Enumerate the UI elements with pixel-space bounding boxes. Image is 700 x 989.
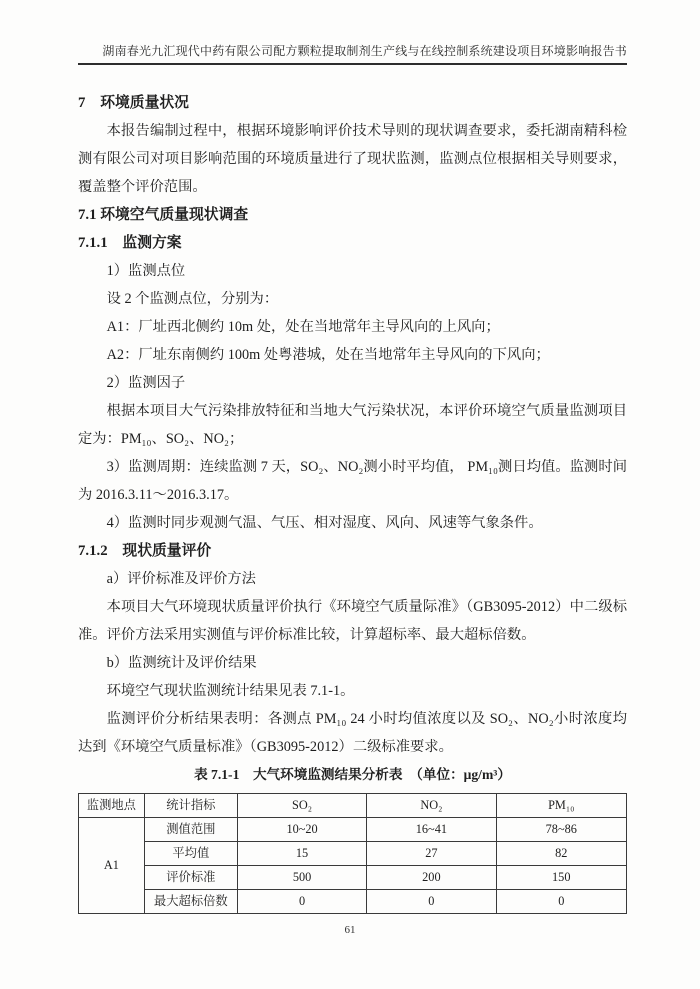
table-row-exceedance: [79, 890, 627, 914]
col-header-so2: SO₂: [237, 794, 366, 818]
paragraph-intro: 本报告编制过程中，根据环境影响评价技术导则的现状调查要求，委托湖南精科检测有限公司对项目影响范围的环境质量进行了现状监测，监测点位根据相关导则要求，覆盖整个评价范围。: [78, 123, 627, 195]
value-no2-exceedance: 0: [367, 890, 496, 914]
row-label: 平均值: [144, 842, 237, 866]
paragraph-standard: 本项目大气环境现状质量评价执行《环境空气质量际准》（GB3095-2012）中二级标准。评价方法采用实测值与评价标准比较，计算超标率、最大超标倍数。: [78, 599, 627, 643]
list-item-eval-results: b）监测统计及评价结果: [106, 655, 257, 671]
value-no2-range: 16~41: [367, 818, 496, 842]
list-item-monitor-factors: 2）监测因子: [106, 375, 186, 391]
col-header-pm10: PM₁₀: [496, 794, 626, 818]
value-pm10-standard: 150: [496, 866, 626, 890]
report-title-header: 湖南春光九汇现代中药有限公司配方颗粒提取制剂生产线与在线控制系统建设项目环境影响报告书: [102, 44, 627, 58]
list-item-monitor-points: 1）监测点位: [106, 263, 186, 279]
value-pm10-average: 82: [496, 842, 626, 866]
value-no2-average: 27: [367, 842, 496, 866]
list-item-eval-standard: a）评价标准及评价方法: [106, 571, 256, 587]
heading-chapter-7: 7 环境质量状况: [78, 95, 189, 111]
col-header-indicator: 统计指标: [144, 794, 237, 818]
value-pm10-range: 78~86: [496, 818, 626, 842]
paragraph-site-a1: A1：厂址西北侧约 10m 处，处在当地常年主导风向的上风向；: [106, 319, 500, 335]
col-header-site: 监测地点: [79, 794, 145, 818]
row-label: 最大超标倍数: [144, 890, 237, 914]
paragraph-sites-intro: 设 2 个监测点位，分别为：: [106, 291, 279, 307]
value-so2-range: 10~20: [237, 818, 366, 842]
table-row-standard: [79, 866, 627, 890]
heading-7-1: 7.1 环境空气质量现状调查: [78, 207, 249, 223]
paragraph-site-a2: A2：厂址东南侧约 100m 处粤港城，处在当地常年主导风向的下风向；: [106, 347, 550, 363]
value-so2-average: 15: [237, 842, 366, 866]
table-row-range: [79, 818, 627, 842]
list-item-monitor-period: 3）监测周期：连续监测 7 天，SO₂、NO₂测小时平均值， PM₁₀测日均值。监测时间为 2016.3.11～2016.3.17。: [78, 459, 627, 503]
paragraph-results-ref: 环境空气现状监测统计结果见表 7.1-1。: [106, 683, 355, 699]
row-label: 测值范围: [144, 818, 237, 842]
table-caption: 表 7.1-1 大气环境监测结果分析表 （单位：μg/m³）: [194, 767, 511, 782]
page-footer: [0, 924, 700, 936]
document-body: [78, 65, 627, 914]
heading-7-1-2: 7.1.2 现状质量评价: [78, 543, 212, 559]
list-item-weather-obs: 4）监测时同步观测气温、气压、相对湿度、风向、风速等气象条件。: [106, 515, 543, 531]
row-label: 评价标准: [144, 866, 237, 890]
value-so2-exceedance: 0: [237, 890, 366, 914]
table-row-average: [79, 842, 627, 866]
page-number: 61: [344, 924, 356, 936]
heading-7-1-1: 7.1.1 监测方案: [78, 235, 182, 251]
value-so2-standard: 500: [237, 866, 366, 890]
col-header-no2: NO₂: [367, 794, 496, 818]
paragraph-conclusion: 监测评价分析结果表明：各测点 PM₁₀ 24 小时均值浓度以及 SO₂、NO₂小时浓度均达到《环境空气质量标准》（GB3095-2012）二级标准要求。: [78, 711, 627, 755]
page-header: [78, 44, 627, 65]
paragraph-factors: 根据本项目大气污染排放特征和当地大气污染状况，本评价环境空气质量监测项目定为：PM₁₀、SO₂、NO₂；: [78, 403, 627, 447]
value-pm10-exceedance: 0: [496, 890, 626, 914]
table-header-row: [79, 794, 627, 818]
air-quality-monitor-table: [78, 793, 627, 914]
site-cell-a1: A1: [79, 818, 145, 914]
value-no2-standard: 200: [367, 866, 496, 890]
